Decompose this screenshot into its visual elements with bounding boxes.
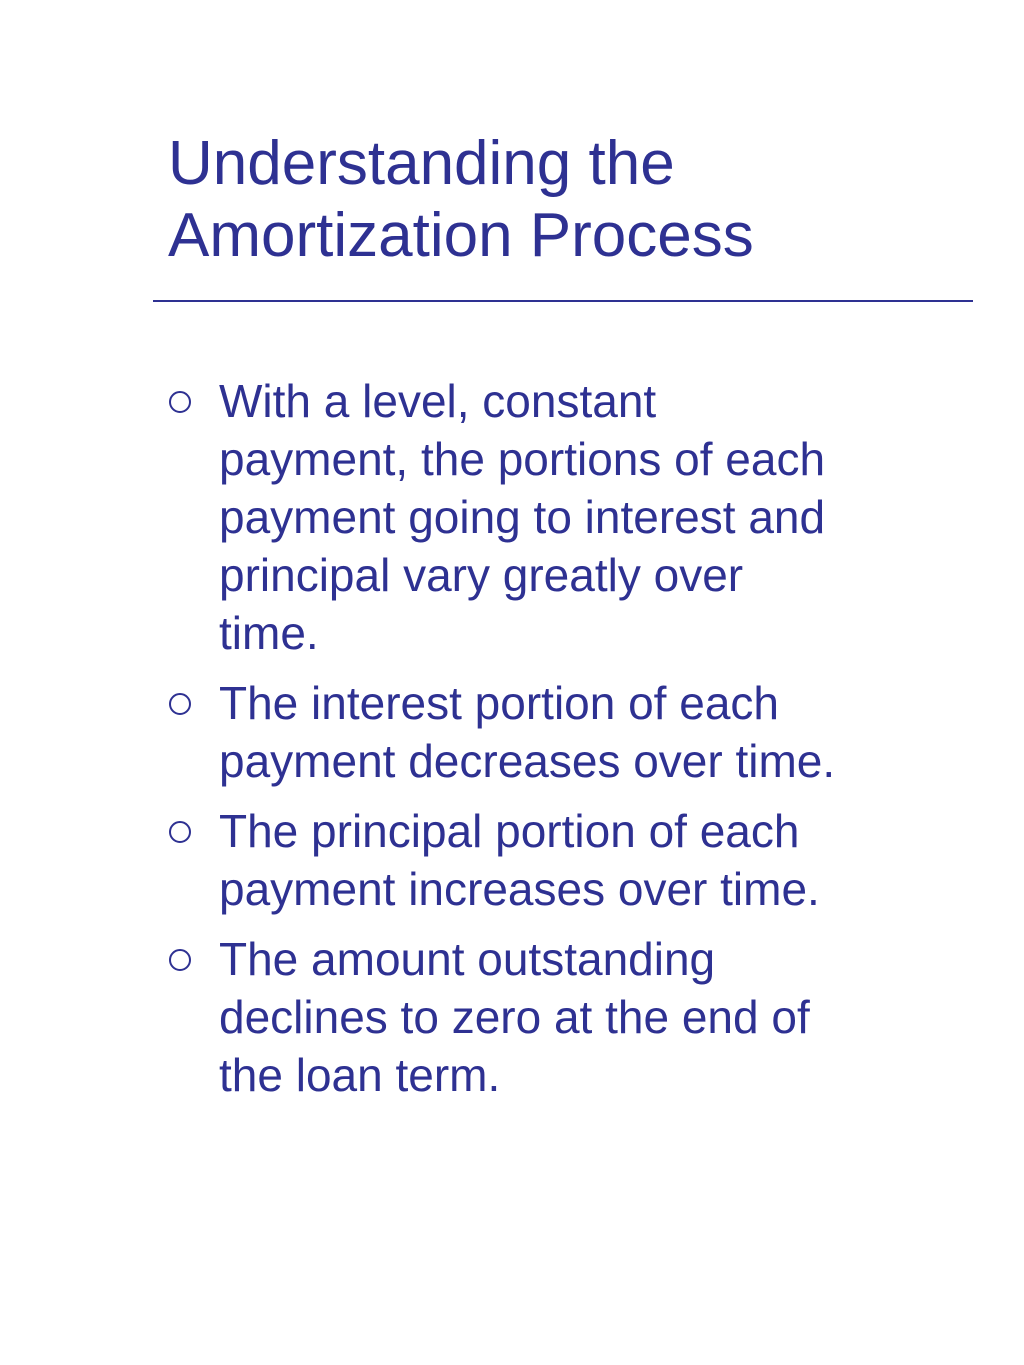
hollow-circle-bullet-icon: [169, 821, 191, 843]
bullet-line: declines to zero at the end of: [219, 991, 810, 1043]
bullet-line: The principal portion of each: [219, 805, 800, 857]
bullet-text: [219, 930, 985, 1104]
bullet-line: payment, the portions of each: [219, 433, 826, 485]
bullet-line: payment going to interest and: [219, 491, 826, 543]
bullet-item: [165, 372, 985, 662]
bullet-text: [219, 372, 985, 662]
bullet-line: the loan term.: [219, 1049, 501, 1101]
hollow-circle-bullet-icon: [169, 693, 191, 715]
bullet-line: time.: [219, 607, 319, 659]
bullet-item: [165, 802, 985, 918]
hollow-circle-bullet-icon: [169, 949, 191, 971]
bullet-item: [165, 930, 985, 1104]
bullet-line: payment decreases over time.: [219, 735, 836, 787]
slide-title-line-1: Understanding the: [168, 129, 675, 198]
title-divider: [153, 300, 973, 302]
bullet-text: [219, 674, 985, 790]
slide-title: [168, 128, 968, 272]
bullet-text: [219, 802, 985, 918]
bullet-line: payment increases over time.: [219, 863, 820, 915]
slide-title-line-2: Amortization Process: [168, 201, 754, 270]
bullet-line: principal vary greatly over: [219, 549, 744, 601]
bullet-list: [165, 372, 985, 1116]
bullet-line: With a level, constant: [219, 375, 657, 427]
bullet-item: [165, 674, 985, 790]
bullet-line: The interest portion of each: [219, 677, 779, 729]
bullet-line: The amount outstanding: [219, 933, 716, 985]
hollow-circle-bullet-icon: [169, 391, 191, 413]
